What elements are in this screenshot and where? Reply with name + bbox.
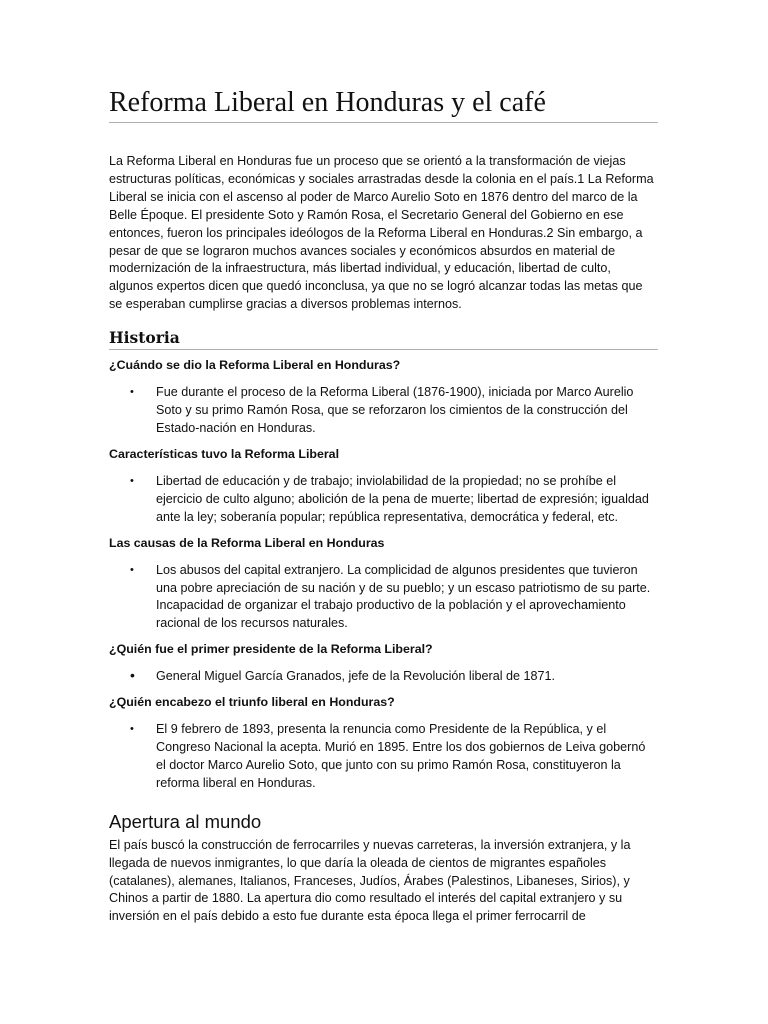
bullet-icon: • bbox=[130, 474, 134, 487]
list-item bbox=[109, 473, 656, 527]
list-item-text: Los abusos del capital extranjero. La complicidad de algunos presidentes que tuvieron una pobre apreciación de su nación y de su pueblo; y un escaso patriotismo de su parte. Incapacidad de organizar el trabajo productivo de la población y el aprovechamiento racional de los recursos naturales. bbox=[156, 562, 651, 631]
intro-paragraph: La Reforma Liberal en Honduras fue un proceso que se orientó a la transformación de viejas estructuras políticas, económicas y sociales arrastradas desde la colonia en el país.1 La Reforma Liberal se inicia con el ascenso al poder de Marco Aurelio Soto en 1876 dentro del marco de la Belle Époque. El presidente Soto y Ramón Rosa, el Secretario General del Gobierno en ese entonces, fueron los principales ideólogos de la Reforma Liberal en Honduras.2 Sin embargo, a pesar de que se lograron muchos avances sociales y económicos absurdos en material de modernización de la infraestructura, más libertad individual, y educación, libertad de culto, algunos expertos dicen que quedó inconclusa, ya que no se logró alcanzar todas las metas que se esperaban cumplirse gracias a diversos problemas internos. bbox=[109, 154, 654, 312]
section-heading-historia: Historia bbox=[109, 328, 658, 350]
bullet-list bbox=[109, 721, 659, 793]
list-item-text: Fue durante el proceso de la Reforma Liberal (1876-1900), iniciada por Marco Aurelio Soto y su primo Ramón Rosa, que se reforzaron los cimientos de la construcción del Estado-nación en Honduras. bbox=[156, 385, 634, 435]
list-item-text: Libertad de educación y de trabajo; inviolabilidad de la propiedad; no se prohíbe el ejercicio de culto alguno; abolición de la pena de muerte; libertad de expresión; igualdad ante la ley; soberanía popular; república representativa, democrática y federal, etc. bbox=[156, 473, 649, 524]
question-heading: Características tuvo la Reforma Liberal bbox=[109, 446, 340, 461]
bullet-list bbox=[109, 668, 659, 686]
document-content bbox=[109, 86, 659, 926]
list-item bbox=[109, 668, 656, 686]
bullet-icon: • bbox=[130, 667, 135, 684]
question-heading: Las causas de la Reforma Liberal en Honduras bbox=[109, 535, 385, 550]
question-heading: ¿Quién fue el primer presidente de la Reforma Liberal? bbox=[109, 642, 433, 657]
apertura-paragraph: El país buscó la construcción de ferrocarriles y nuevas carreteras, la inversión extranjera, y la llegada de nuevos inmigrantes, lo que daría la oleada de cientos de migrantes españoles (catalanes), alemanes, Italianos, Franceses, Judíos, Árabes (Palestinos, Libaneses, Sirios), y Chinos a partir de 1880. La apertura dio como resultado el interés del capital extranjero y su inversión en el país debido a esto fue durante esta época llega el primer ferrocarril de bbox=[109, 837, 631, 924]
bullet-icon: • bbox=[130, 386, 134, 399]
bullet-list bbox=[109, 384, 659, 438]
list-item-text: El 9 febrero de 1893, presenta la renuncia como Presidente de la República, y el Congreso Nacional la acepta. Murió en 1895. Entre los dos gobiernos de Leiva gobernó el doctor Marco Aurelio Soto, que junto con su primo Ramón Rosa, constituyeron la reforma liberal en Honduras. bbox=[156, 722, 646, 790]
question-heading: ¿Cuándo se dio la Reforma Liberal en Honduras? bbox=[109, 358, 401, 373]
question-heading: ¿Quién encabezo el triunfo liberal en Honduras? bbox=[109, 695, 395, 710]
bullet-icon: • bbox=[130, 723, 134, 736]
list-item bbox=[109, 562, 656, 634]
list-item bbox=[109, 721, 656, 793]
page-title: Reforma Liberal en Honduras y el café bbox=[109, 86, 658, 123]
list-item bbox=[109, 384, 656, 438]
bullet-icon: • bbox=[130, 563, 134, 576]
list-item-text: General Miguel García Granados, jefe de la Revolución liberal de 1871. bbox=[156, 669, 556, 684]
bullet-list bbox=[109, 562, 659, 634]
bullet-list bbox=[109, 473, 659, 527]
section-heading-apertura: Apertura al mundo bbox=[109, 810, 262, 832]
